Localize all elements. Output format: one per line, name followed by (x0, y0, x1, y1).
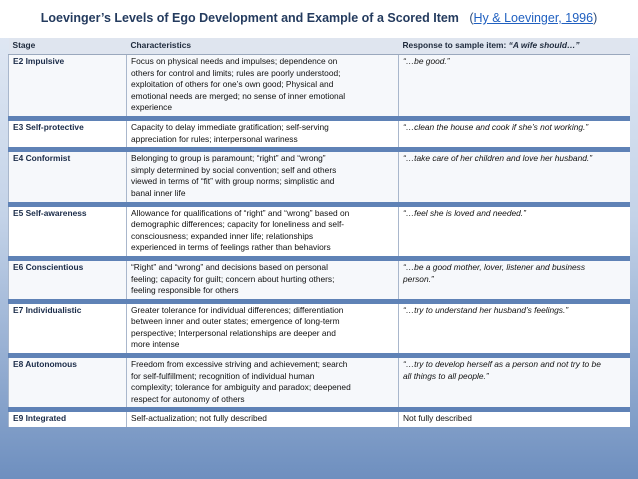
response-cell (399, 204, 631, 258)
characteristics-line: appreciation for rules; interpersonal wariness (131, 133, 298, 144)
characteristics-line: Allowance for qualifications of “right” and “wrong” based on (131, 207, 350, 218)
characteristics-line: respect for autonomy of others (131, 393, 245, 404)
table-row (9, 356, 631, 410)
stage-cell: E2 Impulsive (9, 55, 127, 119)
characteristics-cell (127, 118, 399, 149)
characteristics-line: demographic differences; capacity for loneliness and self- (131, 219, 345, 230)
stage-cell: E6 Conscientious (9, 258, 127, 301)
stage-cell: E3 Self-protective (9, 118, 127, 149)
characteristics-cell (127, 301, 399, 355)
table-row (9, 150, 631, 204)
characteristics-cell (127, 258, 399, 301)
title-bar (0, 0, 638, 38)
characteristics-line: between inner and outer states; emergence of long-term (131, 316, 340, 327)
characteristics-line: exploitation of others for one’s own good; Physical and (131, 79, 334, 90)
characteristics-cell (127, 410, 399, 427)
table-row (9, 410, 631, 427)
characteristics-line: “Right” and “wrong” and decisions based on personal (131, 261, 328, 272)
characteristics-line: banal inner life (131, 187, 186, 198)
characteristics-line: experience (131, 102, 172, 113)
characteristics-line: perspective; Interpersonal relationships are deeper and (131, 327, 336, 338)
header-response: Response to sample item: “A wife should…” (399, 38, 631, 55)
stage-cell: E8 Autonomous (9, 356, 127, 410)
table-row (9, 301, 631, 355)
response-cell (399, 356, 631, 410)
characteristics-line: experienced in terms of feelings rather than behaviors (131, 242, 331, 253)
characteristics-line: feeling responsible for others (131, 285, 239, 296)
characteristics-line: complexity; tolerance for ambiguity and paradox; deepened (131, 382, 351, 393)
response-line: “…feel she is loved and needed.” (403, 207, 526, 218)
characteristics-line: feeling; capacity for guilt; concern about hurting others; (131, 273, 335, 284)
characteristics-line: more intense (131, 339, 180, 350)
header-stage: Stage (9, 38, 127, 55)
citation-link[interactable]: Hy & Loevinger, 1996 (473, 11, 594, 25)
characteristics-line: Focus on physical needs and impulses; dependence on (131, 56, 338, 66)
stage-cell: E4 Conformist (9, 150, 127, 204)
response-line: all things to all people.” (403, 370, 489, 381)
characteristics-line: Greater tolerance for individual differences; differentiation (131, 304, 344, 315)
table-row (9, 118, 631, 149)
response-cell (399, 55, 631, 119)
response-cell (399, 301, 631, 355)
response-line: “…try to understand her husband’s feelings.” (403, 304, 569, 315)
response-line: Not fully described (403, 413, 472, 424)
characteristics-cell (127, 150, 399, 204)
response-line: “…take care of her children and love her husband.” (403, 153, 593, 164)
stage-cell: E9 Integrated (9, 410, 127, 427)
table-row (9, 55, 631, 119)
response-line: “…try to develop herself as a person and not try to be (403, 359, 601, 370)
response-cell (399, 258, 631, 301)
response-cell (399, 118, 631, 149)
stage-cell: E5 Self-awareness (9, 204, 127, 258)
characteristics-line: viewed in terms of “fit” with group norms; simplistic and (131, 176, 335, 187)
characteristics-line: Freedom from excessive striving and achievement; search (131, 359, 348, 370)
response-cell (399, 150, 631, 204)
characteristics-line: Self-actualization; not fully described (131, 413, 267, 424)
citation: (Hy & Loevinger, 1996) (469, 11, 598, 25)
characteristics-cell (127, 55, 399, 119)
characteristics-line: consciousness; expanded inner life; relationships (131, 230, 314, 241)
ego-levels-table-container (8, 38, 630, 466)
table-row (9, 258, 631, 301)
characteristics-line: emotional needs are merged; no sense of inner emotional (131, 90, 346, 101)
characteristics-cell (127, 356, 399, 410)
characteristics-line: simply determined by social convention; self and others (131, 164, 337, 175)
response-line: “…clean the house and cook if she’s not working.” (403, 121, 589, 132)
response-line: “…be a good mother, lover, listener and business (403, 261, 586, 272)
characteristics-cell (127, 204, 399, 258)
characteristics-line: Belonging to group is paramount; “right” and “wrong” (131, 153, 326, 164)
page-title (0, 11, 638, 25)
characteristics-line: others for control and limits; rules are poorly understood; (131, 67, 341, 78)
stage-cell: E7 Individualistic (9, 301, 127, 355)
header-characteristics: Characteristics (127, 38, 399, 55)
response-line: person.” (403, 273, 434, 284)
characteristics-line: for self-fulfillment; recognition of individual human (131, 370, 315, 381)
title-text: Loevinger’s Levels of Ego Development and Example of a Scored Item (40, 11, 459, 25)
response-cell (399, 410, 631, 427)
table-header-row (9, 38, 631, 55)
response-line: “…be good.” (403, 56, 450, 66)
ego-levels-table (8, 38, 630, 427)
table-row (9, 204, 631, 258)
characteristics-line: Capacity to delay immediate gratification; self-serving (131, 121, 329, 132)
